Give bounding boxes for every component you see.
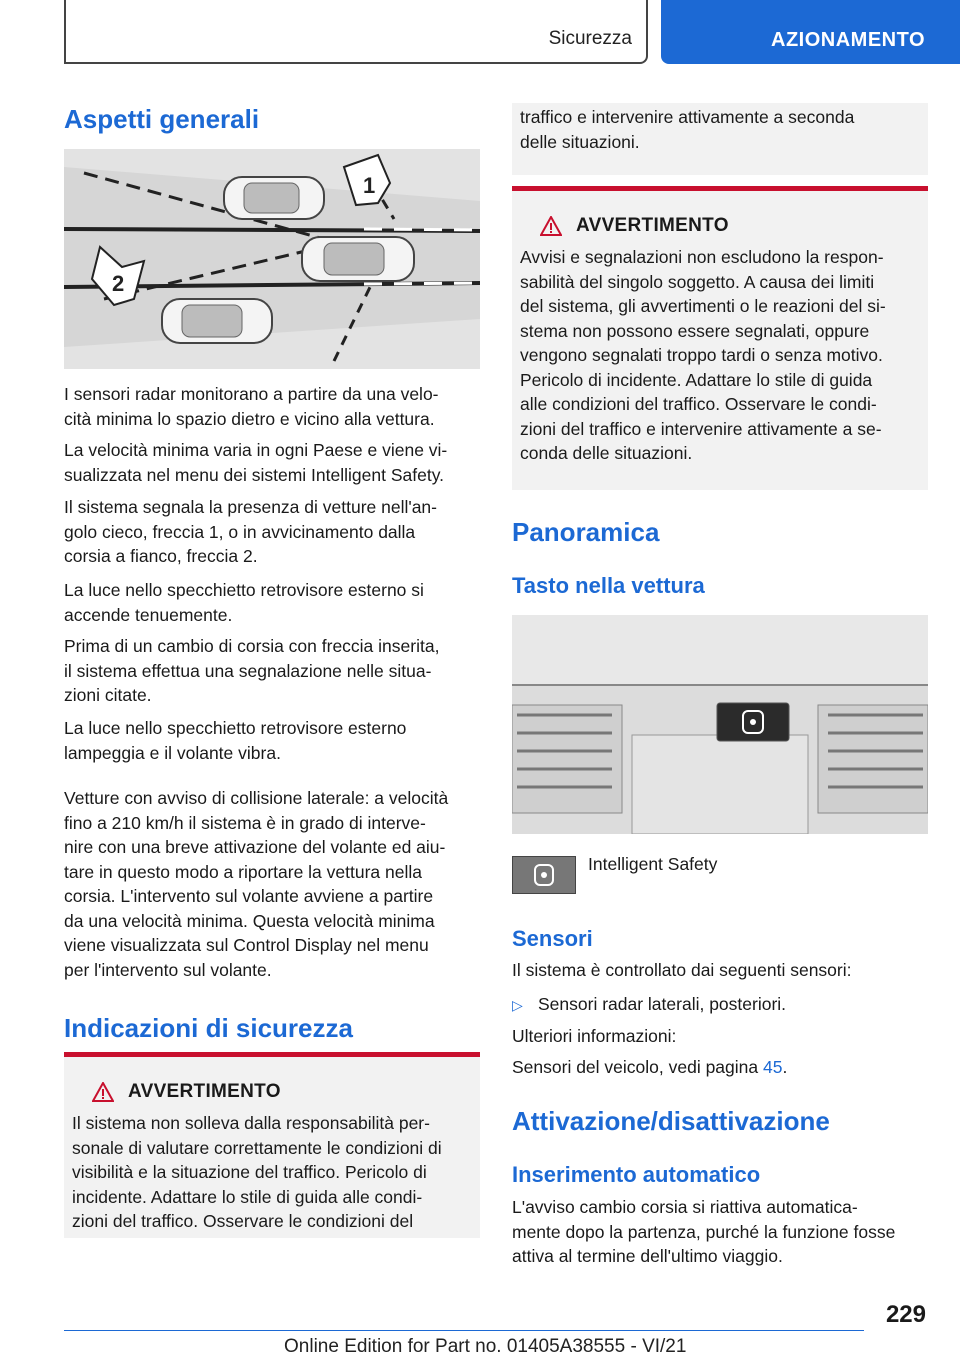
more-info-label: Ulteriori informazioni: [512, 1026, 677, 1046]
header-chapter-tab [661, 0, 960, 64]
lane-change-figure [64, 149, 480, 369]
subsection-title-button: Tasto nella vettura [512, 573, 705, 598]
car-bottom [162, 299, 272, 343]
page-number: 229 [885, 1301, 926, 1328]
page-link-45[interactable]: 45 [763, 1057, 783, 1077]
header-section-label: Sicurezza [548, 28, 632, 49]
footer-edition: Online Edition for Part no. 01405A38555 - VI/21 [284, 1336, 687, 1357]
svg-text:2: 2 [112, 271, 125, 296]
warning-box-2 [512, 186, 928, 490]
sensors-intro: Il sistema è controllato dai seguenti sensori: [512, 960, 852, 980]
section-title-activation: Attivazione/disattivazione [512, 1106, 830, 1136]
warning-triangle-icon [540, 216, 562, 236]
dashboard-illustration [512, 615, 928, 834]
vehicle-sensors-reference: Sensori del veicolo, vedi pagina 45. [512, 1057, 788, 1077]
intelligent-safety-label: Intelligent Safety [588, 854, 718, 874]
warning-text-1a: Il sistema non solleva dalla responsabilità per- sonale di valutare correttamente le condizioni di visibilità e la situazione del traffico. Pericolo di incidente. Adattare lo stile di guida alle condi- zioni del traffico. Osservare le condizioni del [72, 1113, 442, 1231]
warning-text-2: Avvisi e segnalazioni non escludono la respon- sabilità del singolo soggetto. A causa dei limiti del sistema, gli avvertimenti o le reazioni del si- stema non possono essere segnalati, oppure vengono segnalati troppo tardi o senza motivo. Pericolo di incidente. Adattare lo stile di guida alle condizioni del traffico. Osservare le condi- zioni del traffico e intervenire attivamente a se- conda delle situazioni. [520, 247, 886, 463]
bullet-triangle-icon: ▷ [512, 997, 523, 1013]
intelligent-safety-button [512, 856, 576, 894]
subsection-title-sensors: Sensori [512, 926, 593, 951]
warning-title-1: AVVERTIMENTO [92, 1079, 472, 1105]
paragraph-blind-spot: Il sistema segnala la presenza di vetture nell'an- golo cieco, freccia 1, o in avvicinamento dalla corsia a fianco, freccia 2. [64, 497, 437, 566]
section-title-general: Aspetti generali [64, 104, 260, 134]
paragraph-mirror-flash: La luce nello specchietto retrovisore esterno lampeggia e il volante vibra. [64, 718, 407, 763]
warning-text-1b: traffico e intervenire attivamente a seconda delle situazioni. [520, 107, 855, 152]
auto-activation-text: L'avviso cambio corsia si riattiva automatica- mente dopo la partenza, purché la funzione fosse attiva al termine dell'ultimo viaggio. [512, 1197, 896, 1266]
sensors-bullet-item: ▷ Sensori radar laterali, posteriori. [512, 992, 786, 1018]
footer-divider [64, 1330, 864, 1331]
svg-text:1: 1 [363, 173, 376, 198]
paragraph-turn-signal: Prima di un cambio di corsia con freccia inserita, il sistema effettua una segnalazione nelle situa- zioni citate. [64, 636, 440, 705]
warning-box-1 [64, 1052, 480, 1238]
warning-title-2: AVVERTIMENTO [540, 213, 920, 239]
dashboard-button-figure [512, 615, 928, 834]
warning-box-1-continued [512, 103, 928, 175]
car-middle [302, 237, 414, 281]
section-title-overview: Panoramica [512, 517, 660, 547]
intelligent-safety-icon [513, 857, 575, 893]
section-title-safety: Indicazioni di sicurezza [64, 1013, 353, 1043]
paragraph-radar: I sensori radar monitorano a partire da una velo- cità minima lo spazio dietro e vicino alla vettura. [64, 384, 439, 429]
paragraph-mirror-light: La luce nello specchietto retrovisore esterno si accende tenuemente. [64, 580, 424, 625]
warning-triangle-icon [92, 1082, 114, 1102]
lane-change-illustration [64, 149, 480, 369]
header-chapter-label: AZIONAMENTO [771, 29, 926, 51]
header-section-tab [64, 0, 648, 64]
paragraph-min-speed: La velocità minima varia in ogni Paese e viene vi- sualizzata nel menu dei sistemi Intelligent Safety. [64, 440, 448, 485]
subsection-title-auto: Inserimento automatico [512, 1162, 761, 1187]
paragraph-side-collision: Vetture con avviso di collisione laterale: a velocità fino a 210 km/h il sistema è in grado di interve- nire con una breve attivazione del volante ed aiu- tare in questo modo a riportare la vettura nella corsia. L'intervento sul volante avviene a partire da una velocità minima. Questa velocità minima viene visualizzata sul Control Display nel menu per l'intervento sul volante. [64, 788, 449, 980]
car-top [224, 177, 324, 219]
